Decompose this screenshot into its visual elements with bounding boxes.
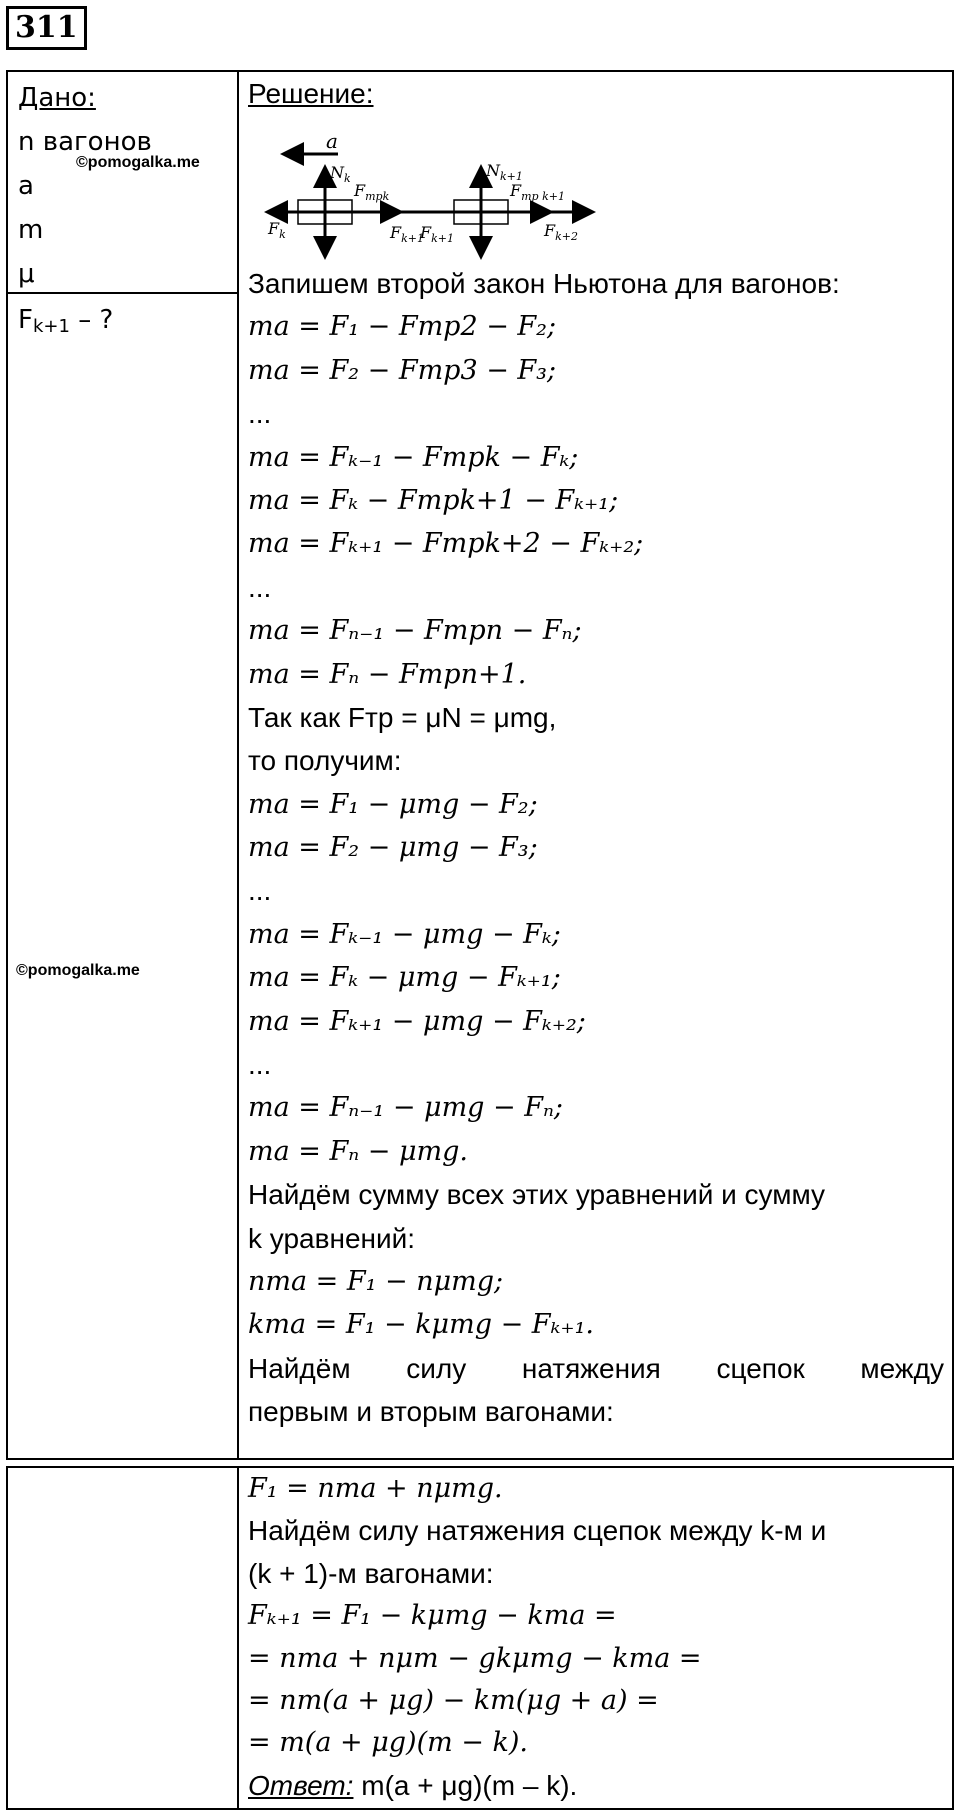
equation-line: ma = Fₙ₋₁ − μmg − Fₙ;: [248, 1092, 564, 1124]
equation-line: = m(a + μg)(m − k).: [248, 1727, 528, 1759]
given-header: Дано:: [18, 83, 96, 113]
equation-line: ma = Fₖ₋₁ − μmg − Fₖ;: [248, 918, 561, 950]
given-item: n вагонов: [18, 127, 152, 157]
equation-line: ma = Fₙ − μmg.: [248, 1135, 468, 1167]
acceleration-label: a: [326, 129, 338, 153]
solution-line: (k + 1)-м вагонами:: [248, 1557, 494, 1589]
fk-label: $F_k$: [268, 219, 286, 241]
fk2-label: $F_{k+2}$: [544, 221, 578, 243]
problem-number: 311: [6, 6, 87, 50]
solution-line: Найдём силу натяжения сцепок между: [248, 1352, 944, 1384]
solution-section: [248, 76, 944, 1434]
solution-continued: [248, 1468, 944, 1807]
watermark: ©pomogalka.me: [76, 154, 200, 171]
solution-line: Запишем второй закон Ньютона для вагонов:: [248, 268, 840, 299]
equation-line: ma = Fₖ − μmg − Fₖ₊₁;: [248, 962, 561, 994]
ellipsis-line: ...: [248, 1049, 272, 1081]
equation-line: nma = F₁ − nμmg;: [248, 1265, 504, 1297]
given-item: μ: [18, 259, 35, 289]
equation-line: ma = Fₖ₊₁ − Fтрk+2 − Fₖ₊₂;: [248, 528, 644, 560]
solution-line: Так как Fтр = μN = μmg,: [248, 701, 557, 733]
nk-label: $N_k$: [330, 163, 351, 185]
solution-line: первым и вторым вагонами:: [248, 1396, 614, 1428]
equation-line: ma = Fₖ₊₁ − μmg − Fₖ₊₂;: [248, 1005, 586, 1037]
equation-line: ma = F₁ − Fтр2 − F₂;: [248, 311, 557, 343]
ellipsis-line: ...: [248, 571, 272, 603]
given-item: m: [18, 215, 44, 245]
equation-line: ma = Fₖ − Fтрk+1 − Fₖ₊₁;: [248, 484, 619, 516]
equation-line: ma = Fₖ₋₁ − Fтрk − Fₖ;: [248, 441, 579, 473]
equation-line: kma = F₁ − kμmg − Fₖ₊₁.: [248, 1309, 595, 1341]
equation-line: ma = F₂ − μmg − F₃;: [248, 832, 538, 864]
equation-line: = nm(a + μg) − km(μg + a) =: [248, 1684, 659, 1716]
force-diagram: [248, 112, 628, 262]
solution-table-part-2: [6, 1466, 954, 1810]
equation-line: ma = Fₙ − Fтрn+1.: [248, 658, 527, 690]
fk1-right-label: $F_{k+1}$: [420, 223, 454, 245]
solution-line: Найдём силу натяжения сцепок между k-м и: [248, 1515, 827, 1547]
answer-value: m(a + μg)(m – k).: [353, 1769, 578, 1801]
fk1-left-label: $F_{k+1}$: [390, 223, 424, 245]
answer-label: Ответ:: [248, 1769, 354, 1801]
solution-line: то получим:: [248, 745, 402, 777]
watermark: ©pomogalka.me: [16, 962, 140, 979]
ellipsis-line: ...: [248, 875, 272, 907]
equation-line: ma = F₁ − μmg − F₂;: [248, 788, 538, 820]
column-divider: [237, 72, 239, 1458]
column-divider: [237, 1468, 239, 1808]
ellipsis-line: ...: [248, 398, 272, 430]
diagram-labels: [267, 161, 578, 245]
find-suffix: – ?: [69, 305, 114, 335]
find-symbol: F: [18, 305, 33, 335]
given-section: [18, 76, 152, 296]
equation-line: ma = Fₙ₋₁ − Fтрn − Fₙ;: [248, 615, 582, 647]
equation-line: ma = F₂ − Fтр3 − F₃;: [248, 354, 557, 386]
ftrk-label: $F_{трk}$: [354, 181, 390, 203]
solution-line: k уравнений:: [248, 1222, 416, 1254]
solution-line: Найдём сумму всех этих уравнений и сумму: [248, 1179, 826, 1211]
equation-line: F₁ = nma + nμmg.: [248, 1473, 503, 1504]
answer-line: [248, 1765, 944, 1807]
equation-line: = nma + nμm − gkμmg − kma =: [248, 1642, 702, 1674]
find-section: [18, 298, 113, 349]
given-item: a: [18, 171, 34, 201]
find-subscript: k+1: [32, 316, 70, 337]
equation-line: Fₖ₊₁ = F₁ − kμmg − kma =: [248, 1600, 617, 1632]
solution-header: Решение:: [248, 78, 374, 109]
solution-table-part-1: [6, 70, 954, 1460]
nk1-label: $N_{k+1}$: [486, 161, 523, 183]
ftrk1-label: $F_{тр k+1}$: [510, 181, 565, 203]
